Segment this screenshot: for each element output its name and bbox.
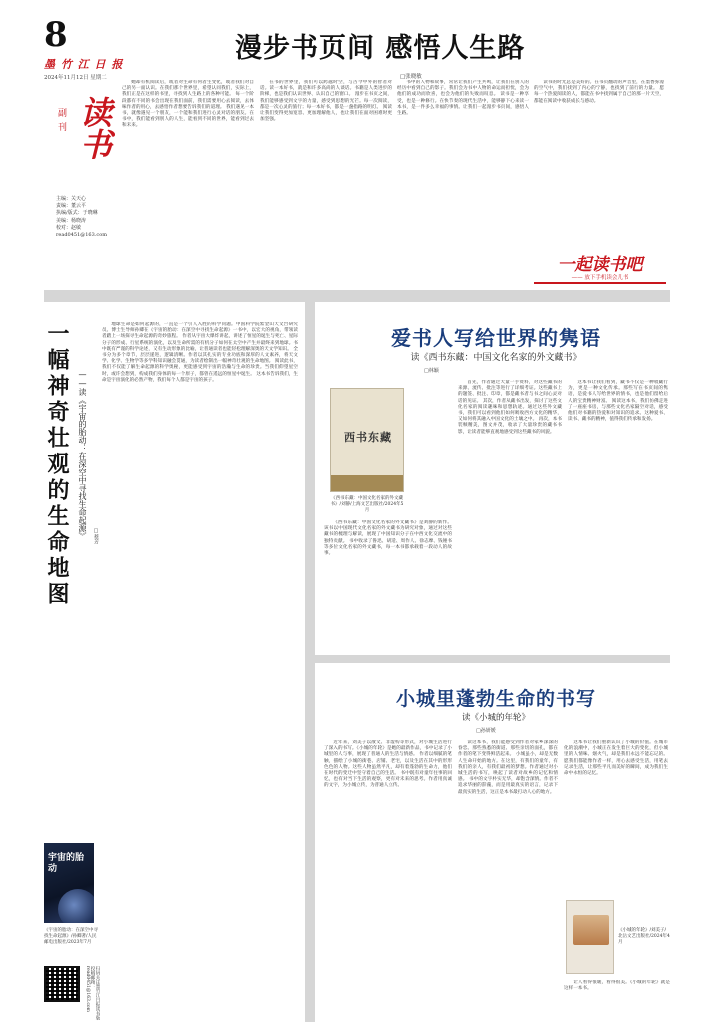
article2-byline: □林颖 bbox=[424, 368, 439, 374]
date-line: 2024年11月12日 星期二 bbox=[44, 75, 107, 81]
paper-name: 墨 竹 江 日 报 bbox=[44, 58, 124, 71]
staff-line: 校对：赵敏 bbox=[56, 224, 82, 231]
article2-col3: 这本书让我们看到，藏书不仅是一种收藏行为，更是一种文化传承。那些写在书页间的隽语，是爱书人写给世界的情书，也是他们留给后人的宝贵精神财富。 阅读这本书，我们仿佛走进了一座座书房，与那些文化名家隔空对话，感受他们对书籍的热爱和对知识的追求。这种爱书、读书、藏书的精神，值得我们传承和发扬。 bbox=[568, 380, 668, 423]
article3-subtitle: 读《小城的年轮》 bbox=[461, 713, 530, 723]
promo-subtitle: —— 放下手机读会儿书 bbox=[534, 275, 666, 284]
separator-bar bbox=[44, 290, 670, 302]
promo-box bbox=[534, 256, 666, 282]
planet-shape bbox=[58, 889, 94, 923]
article2-col1: 《西书东藏：中国文化名家的外文藏书》是刘静的新作。该书以中国现代文化名家的外文藏书为研究对象，通过对这些藏书的梳理与解读，展现了中国知识分子在中西文化交流中的独特贡献。 书中收录了鲁迅、胡适、周作人、徐志摩、钱锺书等多位文化名家的外文藏书，每一本书都承载着一段动人的故事。 bbox=[324, 520, 452, 557]
staff-line: 责编：董云平 bbox=[56, 203, 87, 210]
book-cover-title: 宇宙的胎动 bbox=[48, 853, 85, 874]
article3-col3: 这本书让我们重新认识了小城的价值。在城市化的浪潮中，小城正在发生着巨大的变化，但小城里的人情味、烟火气，却是我们永远不能忘记的。 愿我们都能像作者一样，用心去感受生活，用笔去记录生活，让那些平凡而美好的瞬间，成为我们生命中永恒的记忆。 bbox=[564, 740, 668, 777]
book-cover-title: 西书东藏 bbox=[344, 431, 392, 444]
article3-col1: 近年来，刘美子以散文、非虚构等形式，对小城生活进行了深入的书写。《小城的年轮》是她的最新作品，书中记录了小城里的人与事，展现了普通人的生活与情感。 作者以细腻的笔触，描绘了小城的街巷、店铺、老宅，以及生活在其中的形形色色的人物。这些人物虽然平凡，却有着蓬勃的生命力，他们在时代的变迁中坚守着自己的生活。 书中既有对童年往事的回忆，也有对当下生活的观察，更有对未来的思考。作者用真诚的文字，为小城立传，为普通人立传。 bbox=[324, 740, 452, 789]
article2-subtitle: 读《西书东藏：中国文化名家的外文藏书》 bbox=[410, 353, 582, 363]
article3-headline: 小城里蓬勃生命的书写 bbox=[395, 688, 596, 710]
article3-tail: 让人看得很暖，看得很美。《小城的年轮》就是这样一本书。 bbox=[564, 980, 670, 992]
separator-bar-middle bbox=[315, 655, 670, 663]
top-article-col4: 读书的时光总是美好的。在书页翻动的声音里，在墨香弥漫的空气中，我们找到了内心的宁静，也找到了前行的力量。 愿每一个热爱阅读的人，都能在书中找到属于自己的那一片天空，都能在阅读中收获成长与感动。 bbox=[534, 80, 664, 104]
article2-headline: 爱书人写给世界的隽语 bbox=[391, 326, 601, 350]
book-cover-universe bbox=[44, 843, 94, 923]
promo-title: 一起读书吧 bbox=[557, 255, 643, 275]
article3-byline: □孙妍媛 bbox=[476, 728, 496, 734]
book-cover-art bbox=[573, 915, 609, 945]
left-headline: 一幅神奇壮观的生命地图 bbox=[44, 322, 69, 608]
staff-email: read0451@163.com bbox=[56, 232, 107, 239]
qr-code-icon[interactable] bbox=[44, 966, 80, 1002]
left-byline: □蔡芳 bbox=[93, 528, 99, 544]
qr-caption: 扫码关注墨竹江日报读书版 投稿邮箱：read0451@163.com bbox=[85, 966, 100, 1020]
book-cover-xishu bbox=[330, 388, 404, 492]
left-subtitle: ——读《宇宙的胎动：在深空中寻找生命起源》 bbox=[78, 370, 87, 540]
article3-col2: 读这本书，我们能感受到作者对家乡深深的眷恋。那些熟悉的街道、那些亲切的面孔，都在作者的笔下变得鲜活起来。 小城虽小，却是无数人生命开始的地方。在这里，有我们的童年，有我们的亲人，有我们最初的梦想。作者通过对小城生活的书写，唤起了读者对故乡的记忆和情感。 书中的文字朴实无华，却饱含深情。作者不追求华丽的辞藻，而是用最真实的语言，记录下最真实的生活，这正是本书最打动人心的地方。 bbox=[458, 740, 558, 795]
book1-caption: 《宇宙的胎动：在深空中寻找生命起源》/孙卿著/人民邮电出版社/2023年7月 bbox=[44, 928, 98, 945]
separator-bar-vertical bbox=[305, 302, 315, 1022]
staff-list bbox=[56, 196, 116, 239]
staff-line: 主编：关天心 bbox=[56, 196, 87, 202]
top-article-col3: 书中的人物和故事，常常让我们产生共鸣，让我们在别人的经历中看到自己的影子。我们会为书中人物的命运而担忧，会为他们的成功而欣喜，也会为他们的失败而叹息。 读书是一种享受，也是一种修行。在快节奏的现代生活中，能够静下心来读一本书，是一件多么幸福的事情。让我们一起漫步书页间，感悟人生路。 bbox=[397, 80, 529, 117]
page-headline: 漫步书页间 感悟人生路 bbox=[235, 33, 526, 64]
article2-caption: 《西书东藏：中国文化名家的外文藏书》/刘静/上海文艺出版社/2024年5月 bbox=[330, 496, 404, 513]
left-article-body: 地球生命是如何起源的，一直是一个引人入胜的科学问题。中国科学院紫金山天文台研究员、博士生导师孙卿在《宇宙的胎动：在深空中寻找生命起源》一书中，以宏大的视角，带领读者踏上一场探寻生命起源的奇妙旅程。 作者从宇宙大爆炸讲起，讲述了恒星的诞生与死亡、星际分子的形成、行星系统的演化，以及生命所需的有机分子如何在太空中产生并最终来到地球。书中既有严谨的科学论述，又有生动形象的比喻，让普通读者也能轻松理解深奥的天文学知识。 全书分为多个章节，层层递进，逻辑清晰。作者以其扎实的专业功底和深厚的人文素养，将天文学、化学、生物学等多学科知识融会贯通，为读者绘制出一幅神奇壮观的生命地图。 阅读此书，我们不仅能了解生命起源的科学奥秘，更能感受到宇宙的浩瀚与生命的珍贵。当我们仰望星空时，或许会想到，构成我们身体的每一个原子，都曾在遥远的恒星中诞生。 这本书告诉我们，生命是宇宙演化的必然产物，我们每个人都是宇宙的孩子。 bbox=[102, 322, 298, 383]
top-article-col1: 她却有机阅读后，或者对生命有何者生变化，或者我们对自己的另一面认识。在我们那个世界里，希望认同我们，实际上，我们正是在这样的书里，寻找到人生路上的各种可能。 每一个阶段都有不同的书会出现在我们面前，我们需要用心去阅读，去体味作者的用心，去感悟作者想要告诉我们的道理。 我们遇见一本书，就像遇见一个朋友，一个能和我们进行心灵对话的朋友。在书中，我们能看到别人的人生，能看到不同的世界，能看到过去和未来。 bbox=[122, 80, 254, 129]
top-byline: □张晓敏 bbox=[400, 74, 422, 80]
section-main: 读书 bbox=[75, 96, 113, 160]
section-sub: 副刊 bbox=[56, 108, 66, 136]
article3-caption: 《小城的年轮》/刘美子/北岳文艺出版社/2024年4月 bbox=[618, 928, 670, 945]
staff-line: 执编/版式：于晓琳 bbox=[56, 210, 98, 217]
book-cover-xiaocheng bbox=[566, 900, 614, 974]
book-cover-stripe bbox=[331, 475, 403, 491]
top-article-col2: 在书的世界里，我们可以跨越时空，与古今中外的智者对话。读一本好书，就是和许多高尚的人谈话。书籍是人类进步的阶梯，也是我们认识世界、认识自己的窗口。 漫步在书页之间，我们能够感受到文字的力量，感受到思想的光芒。每一次阅读，都是一次心灵的旅行；每一本好书，都是一盏指路的明灯。 阅读让我们变得更加宽容、更加理解他人，也让我们在面对困难时更加坚强。 bbox=[260, 80, 392, 123]
staff-line: 美编：杨晓涛 bbox=[56, 217, 87, 224]
article2-col2: 首先，作者通过大量一手资料，对这些藏书的来源、流传、批注等进行了详细考证。这些藏书上的题签、批注、印章，都是藏书者与书之间心灵对话的见证。 其次，作者从藏书出发，探讨了这些文化名家的阅读趣味和思想轨迹。通过这些外文藏书，我们可以看到他们如何吸收西方文化的精华，又如何将其融入中国文化的土壤之中。 再次，本书装帧精美，图文并茂，收录了大量珍贵的藏书书影，让读者能够直观地感受到这些藏书的风貌。 bbox=[458, 380, 562, 435]
page-number: 8 bbox=[44, 15, 68, 55]
